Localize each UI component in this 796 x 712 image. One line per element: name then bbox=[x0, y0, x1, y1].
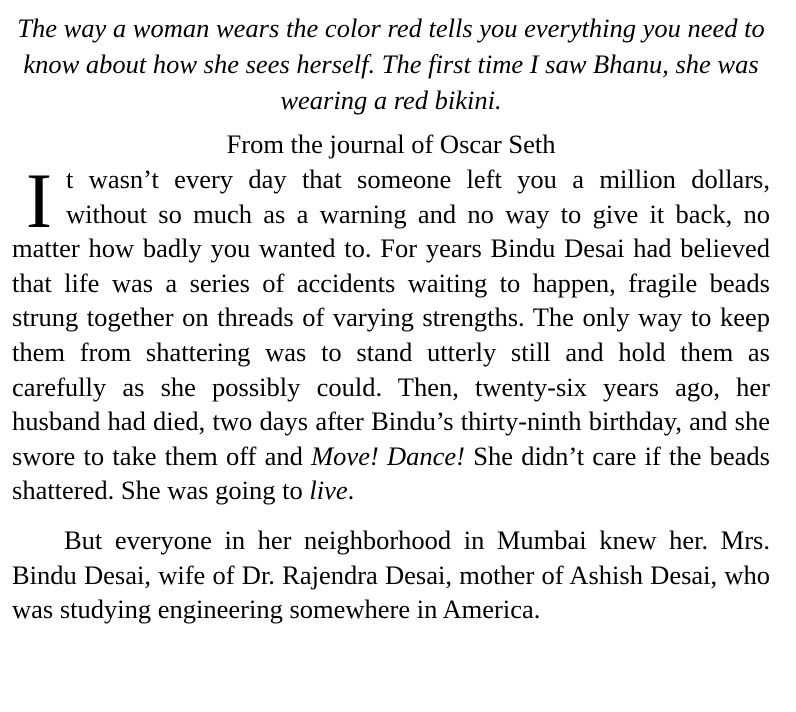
body-paragraph-1 bbox=[12, 157, 770, 508]
paragraph-1-emphasis-move-dance: Move! Dance! bbox=[311, 440, 466, 471]
paragraph-1-text-b: She didn’t care if the beads shattered. She was going to bbox=[12, 440, 770, 506]
paragraph-1-emphasis-live: live bbox=[309, 475, 348, 506]
body-paragraph-2: But everyone in her neighborhood in Mumbai knew her. Mrs. Bindu Desai, wife of Dr. Rajendra Desai, mother of Ashish Desai, who was studying engineering somewhere in America. bbox=[12, 524, 770, 625]
epigraph-attribution: From the journal of Oscar Seth bbox=[226, 129, 556, 159]
paragraph-1-text-c: . bbox=[347, 475, 355, 506]
epigraph-quote: The way a woman wears the color red tells you everything you need to know about how she sees herself. The first time I saw Bhanu, she was wearing a red bikini. bbox=[17, 13, 765, 115]
drop-cap: I bbox=[26, 157, 52, 244]
paragraph-1-text-a: t wasn’t every day that someone left you a million dollars, without so much as a warning and no way to give it back, no matter how badly you wanted to. For years Bindu Desai had believed that life was a series of accidents waiting to happen, fragile beads strung together on threads of varying strengths. The only way to keep them from shattering was to stand utterly still and hold them as carefully as she possibly could. Then, twenty-six years ago, her husband had died, two days after Bindu’s thirty-ninth birthday, and she swore to take them off and bbox=[12, 164, 770, 471]
